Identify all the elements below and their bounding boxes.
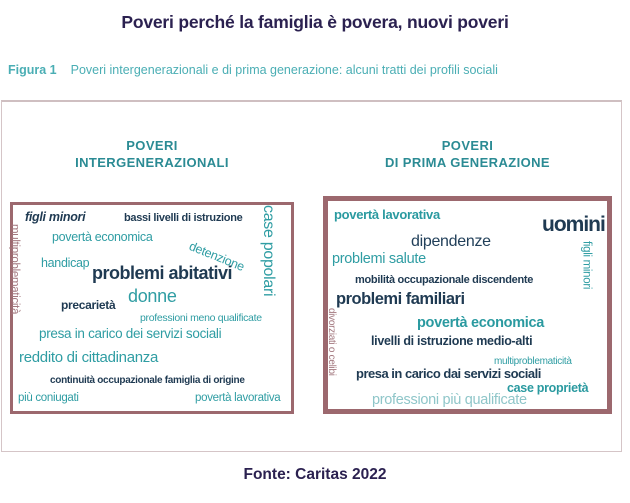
cloud-word: reddito di cittadinanza [19, 349, 159, 366]
cloud-word: donne [128, 286, 177, 306]
cloud-word: problemi salute [332, 251, 426, 267]
cloud-word: problemi familiari [336, 290, 465, 308]
cloud-word: divorziati o celibi [326, 308, 337, 376]
cloud-word: più coniugati [18, 392, 79, 404]
cloud-word: figli minori [25, 210, 86, 224]
cloud-word: professioni meno qualificate [140, 312, 262, 324]
cloud-word: dipendenze [411, 233, 491, 250]
figure-number: Figura 1 [8, 63, 57, 77]
right-column-heading [323, 137, 612, 171]
source-line: Fonte: Caritas 2022 [243, 466, 387, 483]
left-heading-line2: INTERGENERAZIONALI [75, 155, 229, 170]
cloud-word: povertà economica [52, 230, 153, 244]
cloud-word: precarietà [61, 298, 116, 312]
cloud-word: multiproblematicità [494, 356, 572, 367]
figure-caption-text: Poveri intergenerazionali e di prima generazione: alcuni tratti dei profili sociali [70, 63, 498, 77]
left-heading-line1: POVERI [126, 138, 178, 153]
cloud-word: povertà economica [417, 315, 545, 331]
cloud-word: bassi livelli di istruzione [124, 212, 243, 224]
cloud-word: presa in carico dei servizi sociali [39, 326, 222, 341]
cloud-word: detenzione [187, 239, 247, 274]
cloud-word: uomini [542, 213, 605, 236]
left-column-heading [10, 137, 294, 171]
cloud-word: figli minori [580, 241, 593, 290]
cloud-word: multiproblematicità [8, 224, 21, 315]
cloud-word: povertà lavorativa [195, 392, 281, 404]
page-title: Poveri perché la famiglia è povera, nuovi poveri [121, 12, 509, 32]
cloud-word: povertà lavorativa [334, 207, 440, 222]
cloud-word: mobilità occupazionale discendente [355, 274, 534, 286]
cloud-word: continuità occupazionale famiglia di origine [50, 375, 245, 386]
cloud-word: livelli di istruzione medio-alti [371, 334, 533, 348]
right-heading-line2: DI PRIMA GENERAZIONE [385, 155, 550, 170]
cloud-word: presa in carico dai servizi sociali [356, 366, 541, 381]
right-heading-line1: POVERI [441, 138, 494, 153]
cloud-word: case popolari [260, 205, 277, 297]
cloud-word: problemi abitativi [92, 263, 233, 283]
cloud-word: handicap [41, 256, 90, 270]
cloud-word: professioni più qualificate [372, 392, 527, 408]
cloud-word: case proprietà [507, 381, 589, 395]
figure-caption [8, 63, 622, 77]
